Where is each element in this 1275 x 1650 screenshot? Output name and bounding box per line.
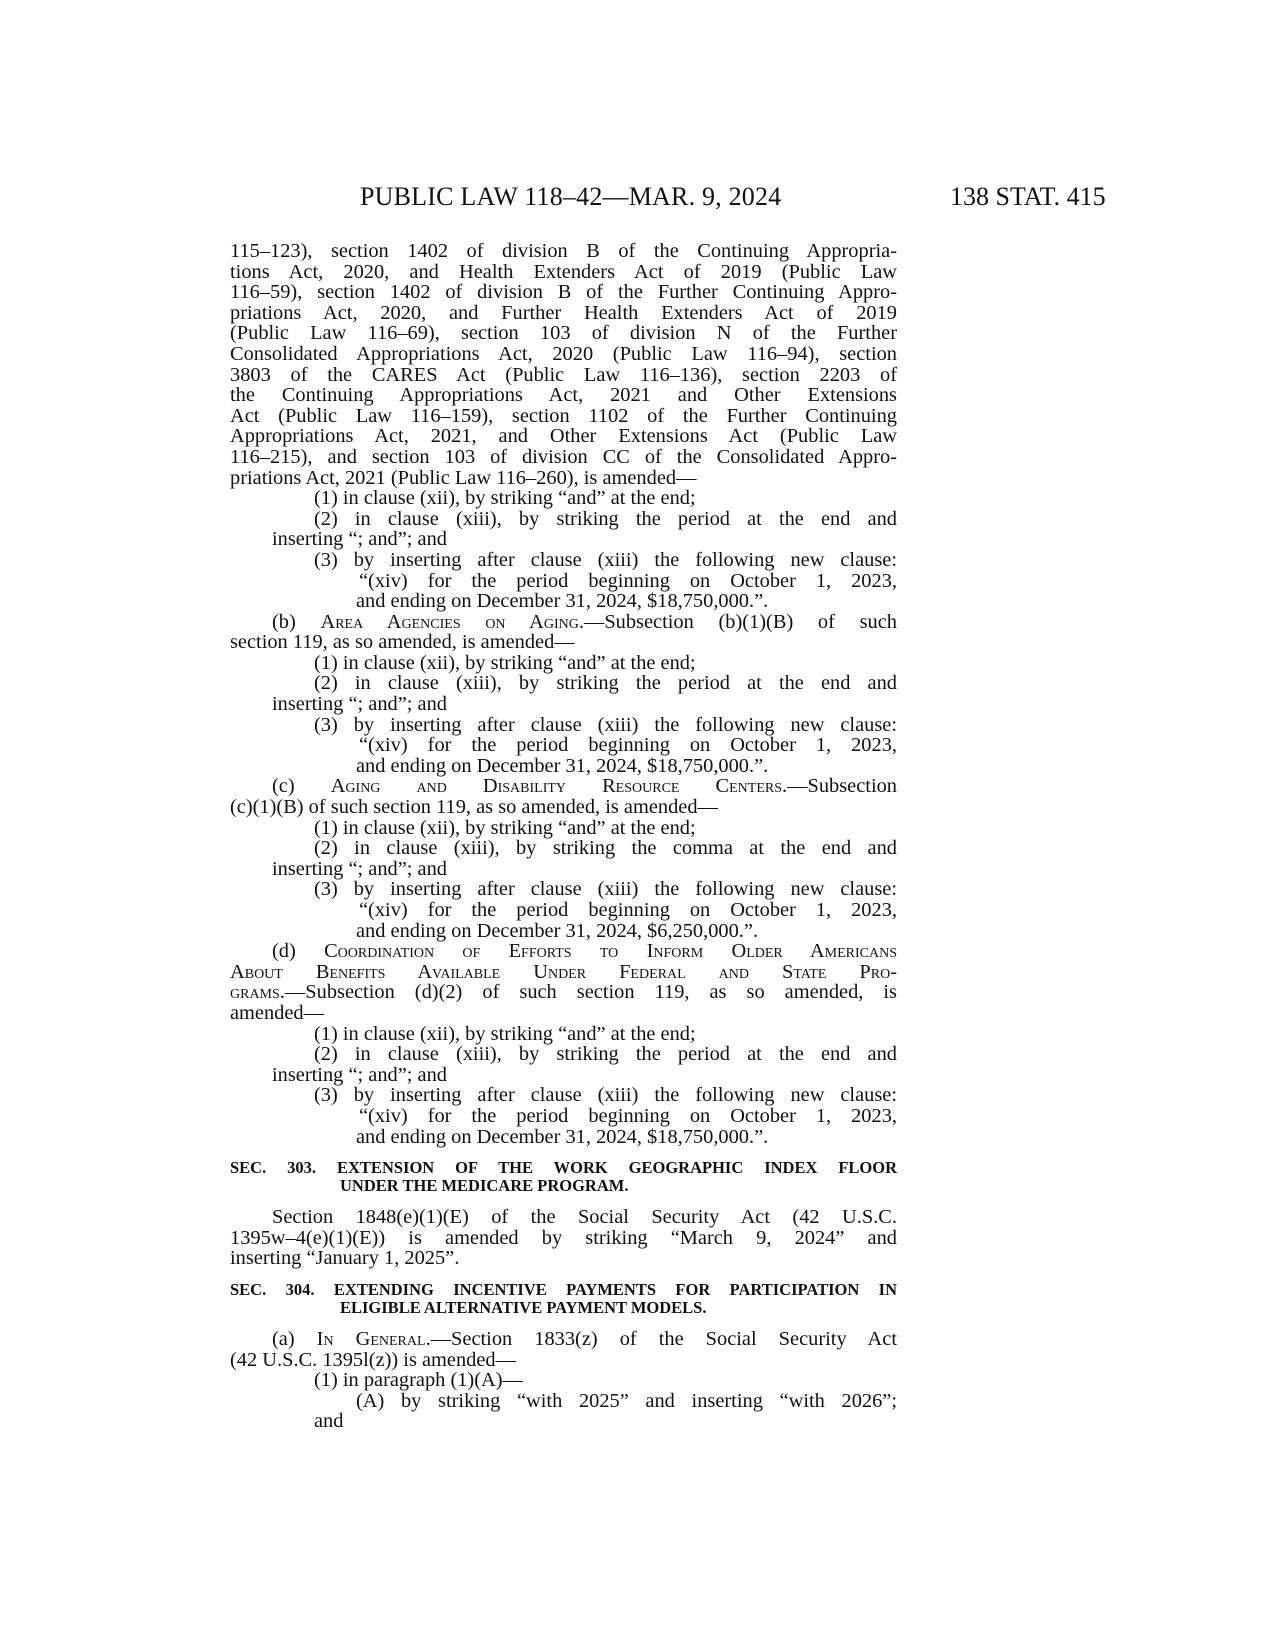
new-clause-cont: and ending on December 31, 2024, $18,750,000.”. bbox=[356, 1125, 769, 1148]
item-1: (1) in clause (xii), by striking “and” at the end; bbox=[314, 1022, 696, 1045]
page-reference: 138 STAT. 415 bbox=[950, 182, 1106, 211]
intro-line: the Continuing Appropriations Act, 2021 and Other Extensions bbox=[230, 384, 897, 407]
section-text-line: inserting “January 1, 2025”. bbox=[230, 1247, 460, 1270]
subsection-line: section 119, as so amended, is amended— bbox=[230, 631, 575, 654]
item-2: (2) in clause (xiii), by striking the period at the end and bbox=[314, 507, 897, 530]
subsection-heading bbox=[230, 1329, 897, 1350]
intro-line: Appropriations Act, 2021, and Other Extensions Act (Public Law bbox=[230, 425, 897, 448]
subsection-title-end: grams bbox=[230, 981, 280, 1004]
subsection-c bbox=[230, 776, 897, 941]
section-heading-line: SEC. 304. EXTENDING INCENTIVE PAYMENTS FOR PARTICIPATION IN bbox=[230, 1279, 897, 1299]
subsection-heading bbox=[230, 941, 897, 962]
item-A-cont: and bbox=[314, 1410, 344, 1433]
subsection-title: Aging and Disability Resource Centers bbox=[330, 775, 783, 798]
intro-line: (Public Law 116–69), section 103 of division N of the Further bbox=[230, 322, 897, 345]
section-304-heading bbox=[230, 1281, 897, 1317]
section-heading-line: ELIGIBLE ALTERNATIVE PAYMENT MODELS. bbox=[340, 1297, 707, 1317]
item-3: (3) by inserting after clause (xiii) the following new clause: bbox=[314, 878, 897, 901]
new-clause-cont: and ending on December 31, 2024, $18,750,000.”. bbox=[356, 590, 769, 613]
item-1: (1) in clause (xii), by striking “and” at the end; bbox=[314, 651, 696, 674]
subsection-heading-cont bbox=[230, 982, 897, 1003]
intro-line: 116–59), section 1402 of division B of the Further Continuing Appro- bbox=[230, 281, 897, 304]
subsection-title: Coordination of Efforts to Inform Older Americans bbox=[324, 940, 897, 963]
section-text-line: Section 1848(e)(1)(E) of the Social Security Act (42 U.S.C. bbox=[272, 1206, 897, 1229]
subsection-label: (b) bbox=[272, 610, 321, 633]
item-3: (3) by inserting after clause (xiii) the following new clause: bbox=[314, 713, 897, 736]
item-1: (1) in clause (xii), by striking “and” at the end; bbox=[314, 816, 696, 839]
item-1: (1) in clause (xii), by striking “and” at the end; bbox=[314, 487, 696, 510]
item-2-cont: inserting “; and”; and bbox=[272, 857, 447, 880]
subsection-label: (d) bbox=[272, 940, 325, 963]
intro-line: 116–215), and section 103 of division CC of the Consolidated Appro- bbox=[230, 445, 897, 468]
intro-line: priations Act, 2021 (Public Law 116–260), is amended— bbox=[230, 466, 697, 489]
section-303-text bbox=[230, 1207, 897, 1269]
document-body bbox=[230, 241, 897, 1432]
subsection-text: .—Section 1833(z) of the Social Security Act bbox=[425, 1327, 897, 1350]
item-1: (1) in paragraph (1)(A)— bbox=[314, 1369, 523, 1392]
new-clause: “(xiv) for the period beginning on October 1, 2023, bbox=[359, 569, 897, 592]
item-2-cont: inserting “; and”; and bbox=[272, 1063, 447, 1086]
section-303-heading bbox=[230, 1159, 897, 1195]
intro-line: Consolidated Appropriations Act, 2020 (Public Law 116–94), section bbox=[230, 342, 897, 365]
intro-line: Act (Public Law 116–159), section 1102 of the Further Continuing bbox=[230, 404, 897, 427]
new-clause: “(xiv) for the period beginning on October 1, 2023, bbox=[359, 1104, 897, 1127]
new-clause-cont: and ending on December 31, 2024, $6,250,000.”. bbox=[356, 919, 759, 942]
subsection-text: .—Subsection (b)(1)(B) of such bbox=[578, 610, 897, 633]
item-3: (3) by inserting after clause (xiii) the following new clause: bbox=[314, 548, 897, 571]
subsection-title-cont: About Benefits Available Under Federal and State Pro- bbox=[230, 960, 897, 983]
intro-line: priations Act, 2020, and Further Health Extenders Act of 2019 bbox=[230, 301, 897, 324]
subsection-label: (a) bbox=[272, 1327, 317, 1350]
new-clause: “(xiv) for the period beginning on October 1, 2023, bbox=[359, 734, 897, 757]
item-2: (2) in clause (xiii), by striking the period at the end and bbox=[314, 1043, 897, 1066]
subsection-text: .—Subsection (d)(2) of such section 119, as so amended, is bbox=[279, 981, 897, 1004]
running-head: PUBLIC LAW 118–42—MAR. 9, 2024 bbox=[360, 182, 782, 211]
section-text-line: (42 U.S.C. 1395l(z)) is amended— bbox=[230, 1348, 516, 1371]
section-heading-line: SEC. 303. EXTENSION OF THE WORK GEOGRAPHIC INDEX FLOOR bbox=[230, 1158, 897, 1178]
item-2: (2) in clause (xiii), by striking the period at the end and bbox=[314, 672, 897, 695]
section-heading-line: UNDER THE MEDICARE PROGRAM. bbox=[340, 1176, 629, 1196]
intro-line: 3803 of the CARES Act (Public Law 116–136), section 2203 of bbox=[230, 363, 897, 386]
item-3: (3) by inserting after clause (xiii) the following new clause: bbox=[314, 1084, 897, 1107]
intro-line: tions Act, 2020, and Health Extenders Act of 2019 (Public Law bbox=[230, 260, 897, 283]
section-304-text bbox=[230, 1329, 897, 1432]
intro-paragraph bbox=[230, 241, 897, 612]
intro-line: 115–123), section 1402 of division B of the Continuing Appropria- bbox=[230, 240, 897, 262]
new-clause: “(xiv) for the period beginning on October 1, 2023, bbox=[359, 899, 897, 921]
subsection-label: (c) bbox=[272, 775, 331, 798]
subsection-line: amended— bbox=[230, 1001, 324, 1024]
subsection-title: In General bbox=[316, 1327, 426, 1350]
page-header bbox=[0, 182, 1275, 212]
subsection-heading bbox=[230, 776, 897, 797]
subsection-d bbox=[230, 941, 897, 1147]
subsection-heading bbox=[230, 612, 897, 633]
subsection-b bbox=[230, 612, 897, 777]
subsection-line: (c)(1)(B) of such section 119, as so amended, is amended— bbox=[230, 796, 718, 819]
item-2-cont: inserting “; and”; and bbox=[272, 693, 447, 716]
item-2: (2) in clause (xiii), by striking the comma at the end and bbox=[314, 837, 897, 860]
section-text-line: 1395w–4(e)(1)(E)) is amended by striking “March 9, 2024” and bbox=[230, 1226, 897, 1249]
item-2-cont: inserting “; and”; and bbox=[272, 528, 447, 551]
item-A: (A) by striking “with 2025” and inserting “with 2026”; bbox=[356, 1389, 897, 1412]
subsection-text: .—Subsection bbox=[782, 775, 898, 798]
subsection-title: Area Agencies on Aging bbox=[320, 610, 579, 633]
new-clause-cont: and ending on December 31, 2024, $18,750,000.”. bbox=[356, 754, 769, 777]
